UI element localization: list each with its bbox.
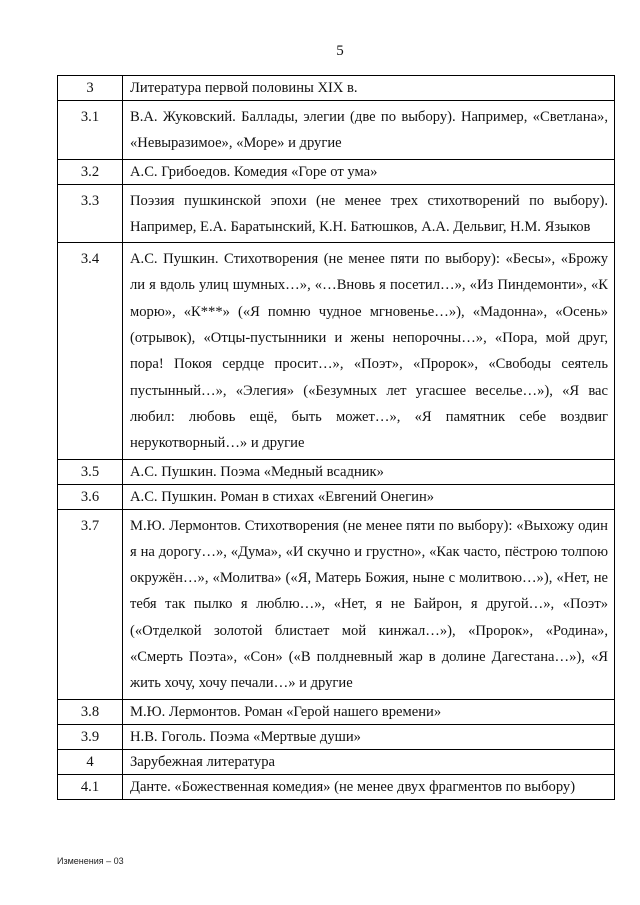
footer-note: Изменения – 03 (57, 856, 124, 866)
row-topic: М.Ю. Лермонтов. Стихотворения (не менее пяти по выбору): «Выхожу один я на дорогу…», «Дума», «И скучно и грустно», «Как часто, пёстрою толпою окружён…», «Молитва» («Я, Матерь Божия, ныне с молитвою…»), «Нет, не тебя так пылко я люблю…», «Нет, я не Байрон, я другой…», «Поэт» («Отделкой золотой блистает мой кинжал…»), «Пророк», «Родина», «Смерть Поэта», «Сон» («В полдневный жар в долине Дагестана…»), «Я жить хочу, хочу печали…» и другие (123, 509, 615, 699)
page-number: 5 (336, 43, 344, 59)
row-topic: М.Ю. Лермонтов. Роман «Герой нашего времени» (123, 699, 615, 724)
table-row (58, 509, 615, 699)
table-row (58, 101, 615, 160)
row-number: 3.8 (58, 699, 123, 724)
row-number: 3.2 (58, 159, 123, 184)
row-number: 4.1 (58, 774, 123, 799)
row-number: 3.4 (58, 243, 123, 459)
row-number: 3.7 (58, 509, 123, 699)
table-row (58, 159, 615, 184)
row-number: 3.5 (58, 459, 123, 484)
row-topic: Литература первой половины XIX в. (123, 76, 615, 101)
row-number: 3.6 (58, 484, 123, 509)
row-topic: А.С. Пушкин. Поэма «Медный всадник» (123, 459, 615, 484)
row-number: 4 (58, 749, 123, 774)
table-row (58, 774, 615, 799)
table-row (58, 459, 615, 484)
row-number: 3.3 (58, 184, 123, 243)
row-topic: Данте. «Божественная комедия» (не менее двух фрагментов по выбору) (123, 774, 615, 799)
row-number: 3 (58, 76, 123, 101)
row-topic: Н.В. Гоголь. Поэма «Мертвые души» (123, 724, 615, 749)
row-topic: А.С. Пушкин. Стихотворения (не менее пяти по выбору): «Бесы», «Брожу ли я вдоль улиц шумных…», «…Вновь я посетил…», «Из Пиндемонти», «К морю», «К***» («Я помню чудное мгновенье…»), «Мадонна», «Осень» (отрывок), «Отцы-пустынники и жены непорочны…», «Пора, мой друг, пора! Покоя сердце просит…», «Поэт», «Пророк», «Свободы сеятель пустынный…», «Элегия» («Безумных лет угасшее веселье…»), «Я вас любил: любовь ещё, быть может…», «Я памятник себе воздвиг нерукотворный…» и другие (123, 243, 615, 459)
table-row (58, 699, 615, 724)
row-topic: А.С. Грибоедов. Комедия «Горе от ума» (123, 159, 615, 184)
row-number: 3.1 (58, 101, 123, 160)
table-row (58, 749, 615, 774)
table-row (58, 484, 615, 509)
row-number: 3.9 (58, 724, 123, 749)
table-row (58, 184, 615, 243)
table-row (58, 243, 615, 459)
row-topic: А.С. Пушкин. Роман в стихах «Евгений Онегин» (123, 484, 615, 509)
table-row (58, 724, 615, 749)
row-topic: Зарубежная литература (123, 749, 615, 774)
row-topic: В.А. Жуковский. Баллады, элегии (две по выбору). Например, «Светлана», «Невыразимое», «Море» и другие (123, 101, 615, 160)
curriculum-table (57, 75, 615, 800)
row-topic: Поэзия пушкинской эпохи (не менее трех стихотворений по выбору). Например, Е.А. Баратынский, К.Н. Батюшков, А.А. Дельвиг, Н.М. Языков (123, 184, 615, 243)
table-row (58, 76, 615, 101)
